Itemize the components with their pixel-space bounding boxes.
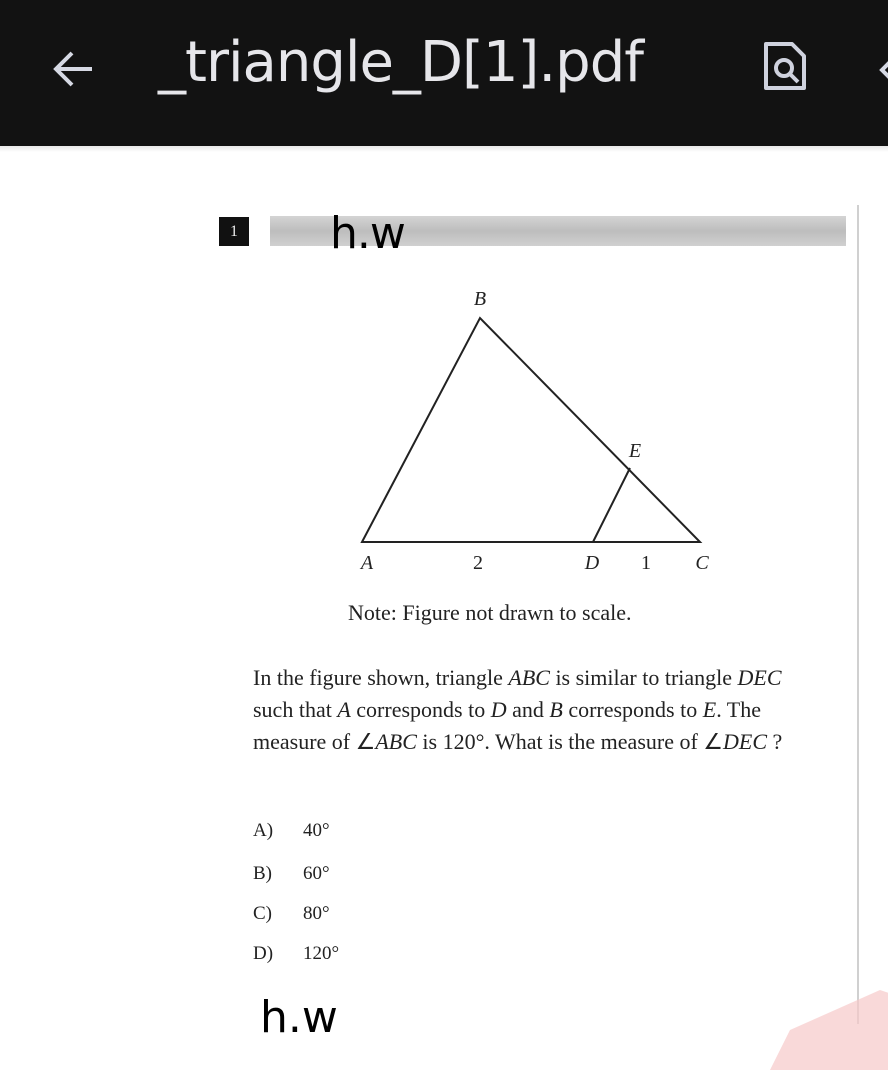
choice-value: 80°	[303, 903, 330, 924]
label-b: B	[473, 288, 487, 310]
triangle-abc	[362, 318, 700, 542]
text: E	[702, 697, 717, 722]
text: ABC	[508, 665, 550, 690]
text: In the figure shown, triangle	[253, 665, 509, 690]
choice-letter: A)	[253, 820, 274, 841]
text: . The measure of ∠	[253, 697, 761, 754]
text: and	[506, 697, 550, 722]
choice-letter: B)	[253, 863, 272, 884]
document-title: _triangle_D[1].pdf	[158, 30, 643, 95]
label-ad-length: 2	[473, 552, 483, 574]
text: such that	[253, 697, 338, 722]
choice-value: 40°	[303, 820, 330, 841]
text: ABC	[375, 729, 417, 754]
choice-value: 60°	[303, 863, 330, 884]
question-text	[253, 662, 813, 758]
text: DEC	[723, 729, 768, 754]
question-number: 1	[219, 217, 249, 246]
text: is similar to triangle	[549, 665, 738, 690]
text: A	[337, 697, 351, 722]
choice-a[interactable]	[253, 820, 330, 842]
choice-d[interactable]	[253, 943, 340, 965]
choice-letter: D)	[253, 943, 274, 964]
text: is 120°. What is the measure of ∠	[416, 729, 724, 754]
text: corresponds to	[350, 697, 491, 722]
text: D	[490, 697, 507, 722]
choice-letter: C)	[253, 903, 272, 924]
text: corresponds to	[562, 697, 703, 722]
segment-de	[593, 468, 630, 542]
text: DEC	[737, 665, 782, 690]
text: B	[549, 697, 563, 722]
choice-value: 120°	[303, 943, 340, 964]
handwritten-annotation-bottom: h.w	[260, 992, 338, 1043]
label-d: D	[584, 552, 600, 574]
handwritten-annotation: h.w	[330, 208, 405, 259]
choice-b[interactable]	[253, 863, 330, 885]
watermark-shape	[770, 990, 888, 1070]
label-e: E	[628, 440, 642, 462]
text: ?	[767, 729, 783, 754]
figure-note: Note: Figure not drawn to scale.	[348, 600, 632, 625]
label-dc-length: 1	[641, 552, 651, 574]
label-a: A	[360, 552, 374, 574]
label-c: C	[695, 552, 709, 574]
choice-c[interactable]	[253, 903, 330, 925]
